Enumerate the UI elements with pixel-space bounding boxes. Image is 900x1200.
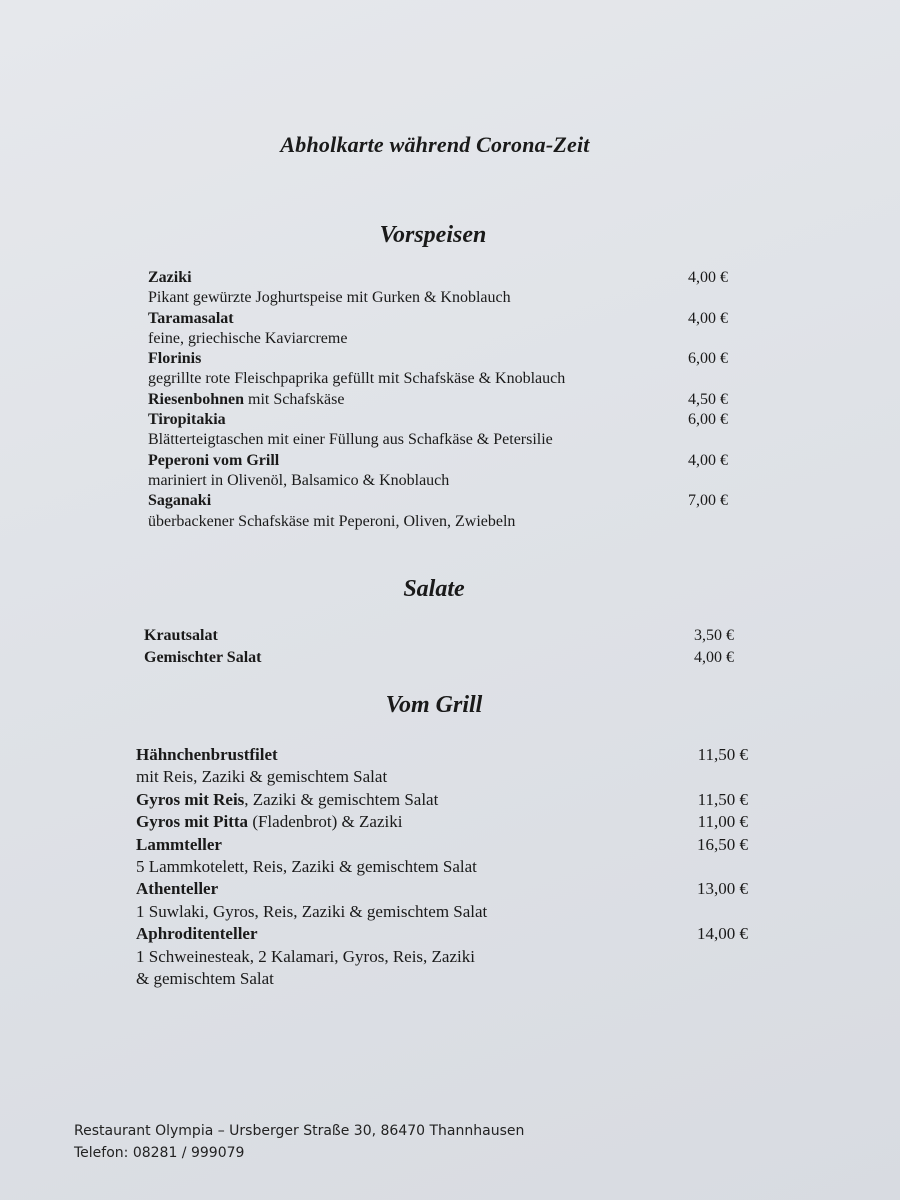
section-title-grill: Vom Grill bbox=[385, 692, 483, 718]
menu-item-description: 5 Lammkotelett, Reis, Zaziki & gemischtem Salat bbox=[136, 856, 477, 876]
menu-item-name: Gyros mit Reis bbox=[136, 789, 245, 809]
menu-item-price: 4,00 € bbox=[688, 269, 728, 286]
menu-item bbox=[148, 268, 728, 288]
menu-item-description: feine, griechische Kaviarcreme bbox=[148, 329, 348, 347]
menu-item bbox=[136, 811, 748, 833]
menu-item-description: 1 Schweinesteak, 2 Kalamari, Gyros, Reis, Zaziki bbox=[136, 946, 475, 966]
menu-item bbox=[144, 626, 734, 648]
menu-item-price: 4,00 € bbox=[688, 309, 728, 327]
menu-item-price: 4,50 € bbox=[688, 390, 728, 408]
menu-item-price: 7,00 € bbox=[688, 492, 728, 510]
menu-item-price: 6,00 € bbox=[688, 411, 728, 429]
menu-item-name: Florinis bbox=[148, 350, 202, 368]
menu-item bbox=[136, 789, 748, 811]
footer-address: Restaurant Olympia – Ursberger Straße 30, 86470 Thannhausen bbox=[74, 1123, 525, 1139]
menu-item-suffix: , Zaziki & gemischtem Salat bbox=[244, 789, 439, 809]
menu-item bbox=[136, 744, 748, 766]
footer bbox=[74, 1120, 524, 1164]
menu-item-name: Aphroditenteller bbox=[136, 924, 258, 944]
menu-item-price: 4,00 € bbox=[694, 649, 734, 666]
items-salate bbox=[144, 626, 734, 670]
menu-item bbox=[136, 834, 748, 856]
menu-item-description: Pikant gewürzte Joghurtspeise mit Gurken & Knoblauch bbox=[148, 289, 511, 307]
menu-item-description: & gemischtem Salat bbox=[136, 968, 274, 988]
menu-item-price: 4,00 € bbox=[688, 451, 728, 469]
menu-item-name: Saganaki bbox=[148, 492, 212, 510]
footer-phone: Telefon: 08281 / 999079 bbox=[74, 1145, 245, 1161]
menu-item bbox=[148, 390, 728, 410]
menu-item bbox=[148, 309, 728, 329]
menu-item-name: Krautsalat bbox=[144, 627, 218, 644]
menu-item-name: Lammteller bbox=[136, 834, 222, 854]
menu-item-name: Riesenbohnen bbox=[148, 390, 245, 408]
menu-item-description: überbackener Schafskäse mit Peperoni, Oliven, Zwiebeln bbox=[148, 512, 516, 530]
menu-item bbox=[148, 451, 728, 471]
menu-item-description: gegrillte rote Fleischpaprika gefüllt mit Schafskäse & Knoblauch bbox=[148, 370, 566, 388]
menu-item bbox=[136, 923, 748, 945]
menu-item bbox=[136, 878, 748, 900]
menu-item bbox=[148, 491, 728, 511]
menu-item-price: 11,00 € bbox=[697, 812, 748, 832]
menu-item bbox=[144, 648, 734, 670]
menu-item-description: mit Reis, Zaziki & gemischtem Salat bbox=[136, 767, 388, 787]
menu-item-description: Blätterteigtaschen mit einer Füllung aus Schafkäse & Petersilie bbox=[148, 431, 553, 449]
menu-item-description: mariniert in Olivenöl, Balsamico & Knoblauch bbox=[148, 471, 450, 489]
menu-item-suffix: mit Schafskäse bbox=[244, 390, 345, 408]
menu-item-name: Athenteller bbox=[136, 879, 219, 899]
menu-item-name: Zaziki bbox=[148, 269, 192, 286]
menu-item-price: 16,50 € bbox=[697, 834, 748, 854]
menu-item-price: 13,00 € bbox=[697, 879, 748, 899]
menu-item-name: Peperoni vom Grill bbox=[148, 451, 280, 469]
section-title-vorspeisen: Vorspeisen bbox=[379, 222, 487, 248]
menu-item-price: 6,00 € bbox=[688, 350, 728, 368]
menu-item-name: Tiropitakia bbox=[148, 411, 226, 429]
menu-item bbox=[148, 410, 728, 430]
menu-item-price: 11,50 € bbox=[697, 745, 748, 764]
menu-item-price: 11,50 € bbox=[697, 789, 748, 809]
menu-item-description: 1 Suwlaki, Gyros, Reis, Zaziki & gemischtem Salat bbox=[136, 901, 488, 921]
menu-item-name: Taramasalat bbox=[148, 309, 234, 327]
menu-item-name: Gemischter Salat bbox=[144, 649, 262, 666]
menu-item bbox=[148, 349, 728, 369]
items-vorspeisen bbox=[148, 268, 728, 532]
section-title-salate: Salate bbox=[403, 576, 465, 602]
menu-item-price: 14,00 € bbox=[697, 924, 748, 944]
menu-item-price: 3,50 € bbox=[694, 627, 734, 644]
menu-item-suffix: (Fladenbrot) & Zaziki bbox=[248, 812, 403, 832]
menu-title: Abholkarte während Corona-Zeit bbox=[280, 132, 590, 157]
items-grill bbox=[136, 744, 748, 990]
menu-item-name: Hähnchenbrustfilet bbox=[136, 745, 278, 764]
menu-item-name: Gyros mit Pitta bbox=[136, 812, 249, 832]
